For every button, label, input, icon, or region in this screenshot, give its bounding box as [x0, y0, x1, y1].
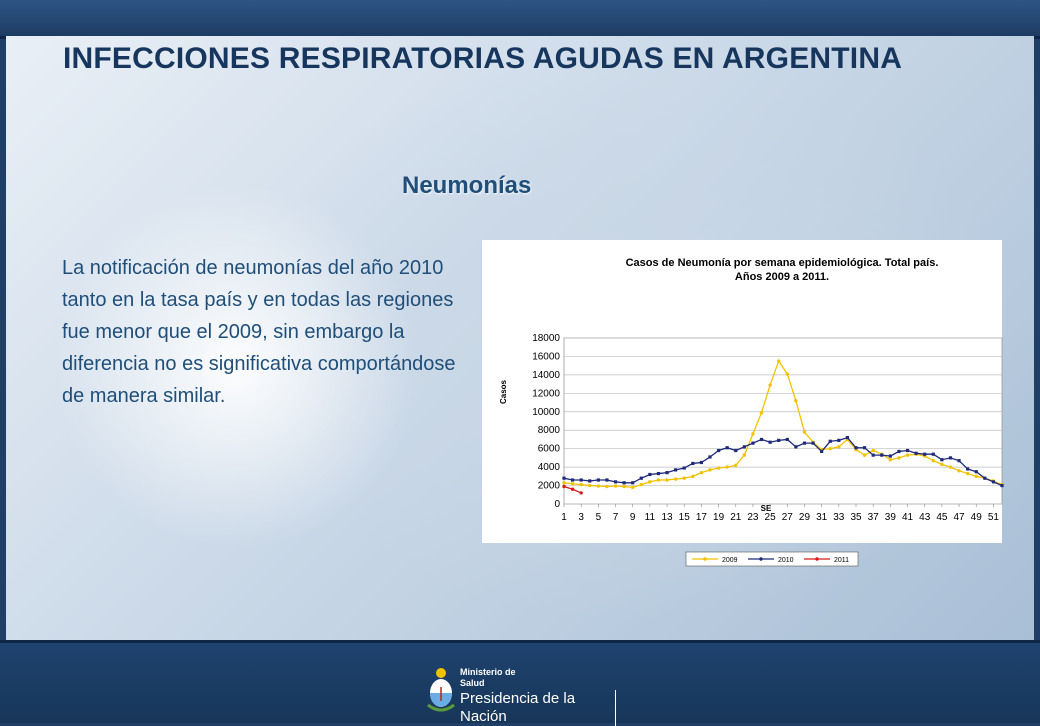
- point-2010: [760, 438, 763, 441]
- point-2009: [717, 466, 720, 469]
- point-2009: [949, 465, 952, 468]
- point-2009: [871, 449, 874, 452]
- point-2010: [940, 458, 943, 461]
- x-tick-label: 27: [781, 512, 793, 523]
- y-tick-label: 10000: [532, 406, 560, 418]
- x-tick-label: 29: [798, 512, 811, 523]
- point-2010: [777, 439, 780, 442]
- chart-svg: [482, 240, 1002, 564]
- point-2010: [932, 453, 935, 456]
- point-2009: [579, 483, 582, 486]
- point-2009: [794, 399, 797, 402]
- y-axis-label: Casos: [499, 379, 508, 405]
- point-2010: [751, 442, 754, 445]
- x-tick-label: 25: [764, 512, 776, 523]
- point-2009: [751, 432, 754, 435]
- y-tick-label: 8000: [537, 425, 560, 437]
- y-tick-label: 14000: [532, 369, 560, 381]
- point-2010: [605, 478, 608, 481]
- point-2009: [957, 469, 960, 472]
- legend-label-2011: 2011: [834, 557, 850, 564]
- x-tick-label: 33: [833, 512, 845, 523]
- plot-frame: [564, 338, 1002, 504]
- point-2010: [983, 477, 986, 480]
- y-tick-label: 4000: [537, 462, 560, 474]
- point-2010: [726, 446, 729, 449]
- point-2010: [897, 450, 900, 453]
- point-2009: [932, 459, 935, 462]
- chart-title-line2: Años 2009 a 2011.: [734, 271, 830, 283]
- footer-bar: [0, 640, 1040, 723]
- point-2009: [708, 468, 711, 471]
- point-2010: [915, 452, 918, 455]
- point-2009: [829, 447, 832, 450]
- point-2011: [562, 485, 565, 488]
- point-2010: [691, 462, 694, 465]
- point-2010: [562, 477, 565, 480]
- point-2010: [975, 470, 978, 473]
- x-tick-label: 1: [561, 512, 567, 523]
- point-2009: [588, 484, 591, 487]
- x-tick-label: 9: [629, 512, 636, 523]
- point-2010: [580, 478, 583, 481]
- x-tick-label: 7: [612, 512, 619, 523]
- point-2010: [674, 468, 677, 471]
- point-2010: [872, 454, 875, 457]
- presidency-label: Presidencia de la Nación: [460, 690, 616, 726]
- y-tick-label: 2000: [537, 480, 560, 492]
- legend-marker-2009: [703, 557, 706, 560]
- point-2010: [683, 466, 686, 469]
- point-2009: [665, 478, 668, 481]
- point-2009: [768, 383, 771, 386]
- point-2009: [674, 477, 677, 480]
- point-2010: [708, 455, 711, 458]
- x-tick-label: 49: [970, 512, 982, 523]
- point-2009: [966, 472, 969, 475]
- y-tick-label: 16000: [532, 351, 560, 363]
- ministry-line1: Ministerio de: [460, 667, 516, 677]
- point-2009: [940, 463, 943, 466]
- point-2010: [769, 441, 772, 444]
- slide-area: [6, 36, 1034, 640]
- x-tick-label: 23: [747, 512, 759, 523]
- point-2009: [622, 485, 625, 488]
- point-2010: [949, 456, 952, 459]
- point-2010: [571, 478, 574, 481]
- legend-marker-2011: [815, 557, 818, 560]
- point-2009: [837, 445, 840, 448]
- point-2011: [579, 491, 582, 494]
- point-2009: [760, 411, 763, 414]
- point-2009: [777, 359, 780, 362]
- legend-label-2010: 2010: [778, 557, 794, 564]
- x-tick-label: 21: [730, 512, 742, 523]
- point-2009: [889, 458, 892, 461]
- point-2009: [657, 478, 660, 481]
- point-2010: [957, 459, 960, 462]
- point-2009: [691, 475, 694, 478]
- point-2010: [631, 481, 634, 484]
- point-2010: [803, 442, 806, 445]
- x-tick-label: 11: [644, 512, 656, 523]
- point-2010: [640, 477, 643, 480]
- point-2009: [571, 482, 574, 485]
- point-2009: [648, 480, 651, 483]
- pneumonia-chart: [482, 240, 1002, 564]
- point-2009: [734, 464, 737, 467]
- point-2009: [803, 430, 806, 433]
- point-2009: [897, 456, 900, 459]
- point-2010: [614, 480, 617, 483]
- point-2009: [906, 453, 909, 456]
- point-2009: [631, 486, 634, 489]
- x-tick-label: 13: [661, 512, 673, 523]
- x-tick-label: 51: [987, 512, 999, 523]
- point-2010: [657, 472, 660, 475]
- series-line-2009: [564, 361, 1002, 487]
- x-tick-label: 45: [936, 512, 948, 523]
- point-2010: [889, 454, 892, 457]
- point-2010: [717, 449, 720, 452]
- argentina-coat-of-arms-icon: [426, 665, 456, 717]
- x-tick-label: 19: [713, 512, 725, 523]
- point-2010: [837, 439, 840, 442]
- point-2009: [562, 481, 565, 484]
- point-2009: [597, 484, 600, 487]
- point-2010: [854, 446, 857, 449]
- point-2010: [1000, 484, 1003, 487]
- point-2009: [700, 471, 703, 474]
- point-2010: [588, 479, 591, 482]
- point-2009: [786, 372, 789, 375]
- point-2009: [863, 453, 866, 456]
- point-2010: [880, 454, 883, 457]
- point-2009: [614, 484, 617, 487]
- point-2011: [571, 488, 574, 491]
- x-tick-label: 5: [595, 512, 602, 523]
- legend-marker-2010: [759, 557, 762, 560]
- point-2010: [700, 461, 703, 464]
- chart-title-line1: Casos de Neumonía por semana epidemiológica. Total país.: [625, 257, 939, 269]
- point-2010: [623, 481, 626, 484]
- point-2010: [863, 446, 866, 449]
- point-2009: [683, 476, 686, 479]
- x-tick-label: 39: [884, 512, 896, 523]
- x-tick-label: 15: [678, 512, 690, 523]
- x-tick-label: 31: [816, 512, 828, 523]
- point-2010: [665, 471, 668, 474]
- y-tick-label: 18000: [532, 333, 560, 344]
- point-2010: [820, 450, 823, 453]
- x-tick-label: 17: [695, 512, 707, 523]
- point-2010: [811, 442, 814, 445]
- point-2009: [640, 483, 643, 486]
- y-tick-label: 6000: [537, 443, 560, 455]
- x-tick-label: 3: [578, 512, 584, 523]
- point-2009: [743, 453, 746, 456]
- point-2010: [923, 453, 926, 456]
- slide-title: INFECCIONES RESPIRATORIAS AGUDAS EN ARGENTINA: [63, 42, 903, 75]
- point-2009: [725, 465, 728, 468]
- point-2009: [605, 485, 608, 488]
- point-2010: [597, 478, 600, 481]
- top-bar: [0, 0, 1040, 39]
- point-2010: [829, 440, 832, 443]
- y-tick-label: 12000: [532, 388, 560, 400]
- y-tick-label: 0: [554, 499, 560, 510]
- body-paragraph: La notificación de neumonías del año 2010 tanto en la tasa país y en todas las regiones fue menor que el 2009, sin embargo la diferencia no es significativa comportándose de manera similar.: [62, 257, 456, 407]
- point-2010: [906, 449, 909, 452]
- point-2010: [786, 438, 789, 441]
- point-2010: [648, 473, 651, 476]
- point-2010: [743, 445, 746, 448]
- point-2010: [966, 467, 969, 470]
- point-2010: [794, 445, 797, 448]
- point-2009: [975, 475, 978, 478]
- x-axis-label: SE: [760, 504, 772, 513]
- legend-label-2009: 2009: [722, 557, 738, 564]
- point-2010: [992, 480, 995, 483]
- ministry-logo: [426, 663, 616, 725]
- x-tick-label: 41: [901, 512, 914, 523]
- point-2010: [734, 449, 737, 452]
- x-tick-label: 43: [919, 512, 931, 523]
- point-2010: [846, 436, 849, 439]
- x-tick-label: 37: [867, 512, 879, 523]
- x-tick-label: 47: [953, 512, 965, 523]
- ministry-line2: Salud: [460, 678, 485, 688]
- section-subtitle: Neumonías: [402, 172, 532, 199]
- x-tick-label: 35: [850, 512, 862, 523]
